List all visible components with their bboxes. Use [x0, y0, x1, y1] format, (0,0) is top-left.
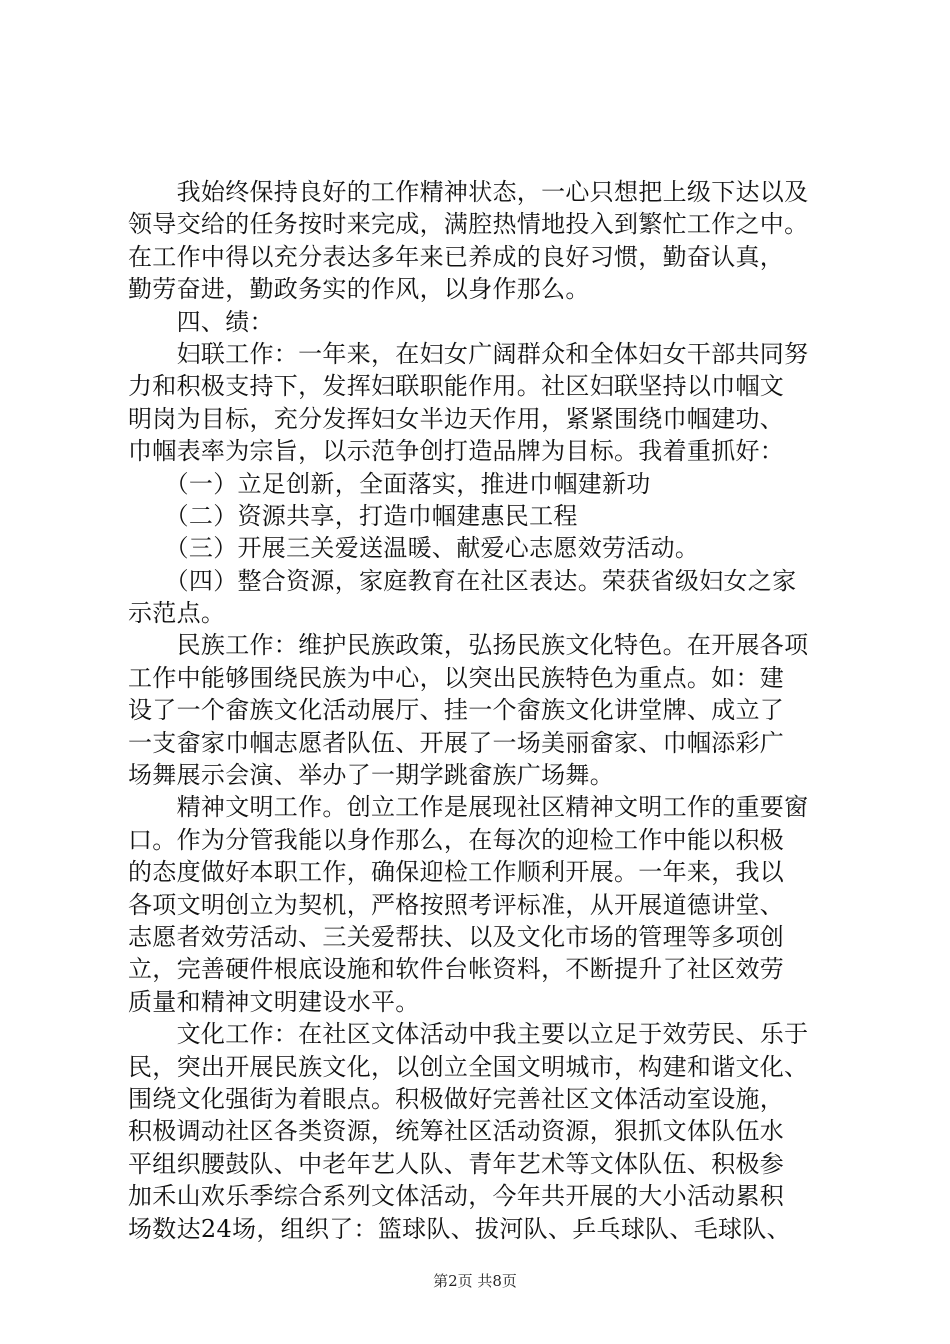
text-line: 明岗为目标，充分发挥妇女半边天作用，紧紧围绕巾帼建功、: [128, 404, 785, 433]
text-line: 巾帼表率为宗旨，以示范争创打造品牌为目标。我着重抓好：: [128, 437, 785, 466]
text-line: 平组织腰鼓队、中老年艺人队、青年艺术等文体队伍、积极参: [128, 1149, 785, 1178]
text-line: 质量和精神文明建设水平。: [128, 987, 420, 1016]
text-line: 示范点。: [128, 599, 226, 628]
text-line: 的态度做好本职工作，确保迎检工作顺利开展。一年来，我以: [128, 858, 785, 887]
text-line: 围绕文化强街为着眼点。积极做好完善社区文体活动室设施，: [128, 1084, 785, 1113]
text-line: 志愿者效劳活动、三关爱帮扶、以及文化市场的管理等多项创: [128, 922, 785, 951]
text-line: 积极调动社区各类资源，统筹社区活动资源，狠抓文体队伍水: [128, 1117, 785, 1146]
text-line: 领导交给的任务按时来完成，满腔热情地投入到繁忙工作之中。: [128, 210, 809, 239]
text-line: 加禾山欢乐季综合系列文体活动，今年共开展的大小活动累积: [128, 1182, 785, 1211]
text-line: 在工作中得以充分表达多年来已养成的良好习惯，勤奋认真，: [128, 242, 785, 271]
text-line: （一）立足创新，全面落实，推进巾帼建新功: [128, 469, 651, 498]
document-body: [128, 176, 868, 1245]
text-line: 口。作为分管我能以身作那么，在每次的迎检工作中能以积极: [128, 825, 785, 854]
text-line: （二）资源共享，打造巾帼建惠民工程: [128, 501, 578, 530]
text-line: 民，突出开展民族文化，以创立全国文明城市，构建和谐文化、: [128, 1052, 809, 1081]
text-line: （四）整合资源，家庭教育在社区表达。荣获省级妇女之家: [128, 566, 797, 595]
page-number-footer: 第2页 共8页: [433, 1272, 517, 1290]
text-line: 场数达24场，组织了：篮球队、拔河队、乒乓球队、毛球队、: [128, 1214, 791, 1243]
text-line: 民族工作：维护民族政策，弘扬民族文化特色。在开展各项: [128, 631, 809, 660]
text-line: 设了一个畲族文化活动展厅、挂一个畲族文化讲堂牌、成立了: [128, 696, 785, 725]
text-line: 工作中能够围绕民族为中心，以突出民族特色为重点。如：建: [128, 663, 785, 692]
text-line: 四、绩：: [128, 307, 274, 336]
text-line: 我始终保持良好的工作精神状态，一心只想把上级下达以及: [128, 178, 809, 206]
text-line: 勤劳奋进，勤政务实的作风，以身作那么。: [128, 275, 590, 304]
text-line: 力和积极支持下，发挥妇联职能作用。社区妇联坚持以巾帼文: [128, 372, 785, 401]
text-line: 妇联工作：一年来，在妇女广阔群众和全体妇女干部共同努: [128, 339, 809, 368]
text-line: 一支畲家巾帼志愿者队伍、开展了一场美丽畲家、巾帼添彩广: [128, 728, 785, 757]
text-line: 各项文明创立为契机，严格按照考评标准，从开展道德讲堂、: [128, 890, 785, 919]
text-line: 文化工作：在社区文体活动中我主要以立足于效劳民、乐于: [128, 1020, 809, 1049]
text-line: 场舞展示会演、举办了一期学跳畲族广场舞。: [128, 761, 614, 790]
text-line: （三）开展三关爱送温暖、献爱心志愿效劳活动。: [128, 534, 700, 563]
text-line: 立，完善硬件根底设施和软件台帐资料，不断提升了社区效劳: [128, 955, 785, 984]
text-line: 精神文明工作。创立工作是展现社区精神文明工作的重要窗: [128, 793, 809, 822]
